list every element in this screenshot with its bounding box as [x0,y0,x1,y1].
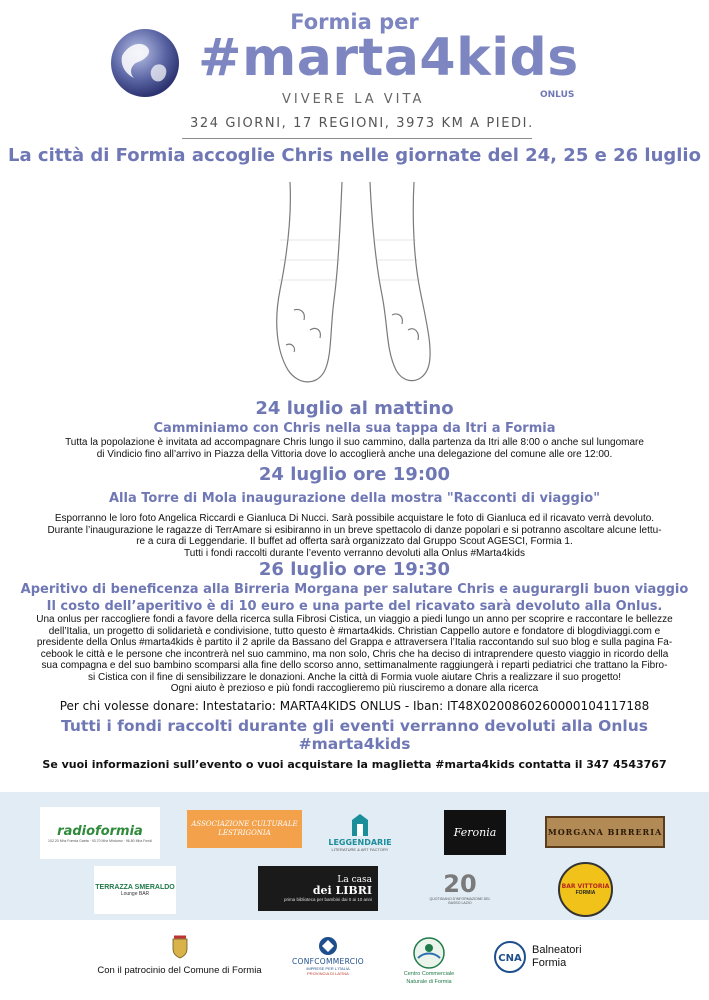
sponsor-subtitle: QUOTIDIANO D'INFORMAZIONE DEL BASSO LAZIO [429,897,491,905]
cna-logo-icon [493,940,527,974]
event-date: 26 luglio ore 19:30 [258,559,451,580]
confcommercio-emblem-icon [317,936,339,956]
sponsor-feronia-logo [444,810,506,855]
text-line: cebook le città e le persone che incontrerà nel suo cammino, ma non solo, Chris che ha deciso di intraprendere questo viaggio in ricordo della [40,648,669,660]
sponsor-name-line: ASSOCIAZIONE CULTURALE [191,820,298,828]
sponsor-name: Feronia [453,826,497,839]
patronage-name: CONFCOMMERCIO [292,957,364,966]
sponsor-name: BAR VITTORIA [561,883,610,890]
event-description [8,513,701,559]
event-date: 24 luglio ore 19:00 [258,464,451,485]
crest-icon [171,935,189,959]
sponsor-name-line: dei LIBRI [312,884,372,897]
text-line: re a cura di Leggendarie. Il buffet ad offerta sarà organizzato dal Gruppo Scout AGESCI, Formia 1. [136,536,573,547]
sponsor-associazione-logo [187,810,302,848]
patronage-cna [493,938,593,976]
journey-stats: 324 GIORNI, 17 REGIONI, 3973 KM A PIEDI. [190,116,534,131]
patronage-subtitle: IMPRESE PER L'ITALIA [306,966,350,971]
contact-info: Se vuoi informazioni sull’evento o vuoi acquistare la maglietta #marta4kids contatta il 347 4543767 [42,757,667,771]
patronage-subtitle: PROVINCIA DI LATINA [307,971,349,976]
sponsor-frequencies: 102.20 Mhz Formia Gaeta · 93.70 Mhz Minturno · 96.80 Mhz Fondi [48,838,152,843]
sponsor-name: radioformia [57,823,143,839]
sponsor-bar-vittoria-logo [558,862,613,917]
sponsor-name-line: La casa [337,875,372,885]
sponsor-name: MORGANA BIRRERIA [547,827,663,837]
text-line: dell’Italia, un progetto di solidarietà e condivisione, tutto questo è #marta4kids. Christian Cappello autore e fondatore di blogdiviaggi.com e [48,625,661,637]
patronage-label [532,944,582,970]
text-line: Durante l’inaugurazione le ragazze di TerrAmare si esibiranno in un breve spettacolo di danze popolari e si potranno ascoltare alcune lettu- [47,524,662,536]
event-description [8,614,701,695]
event-subtitle: Camminiamo con Chris nella sua tappa da Itri a Formia [153,421,556,436]
text-line: presidente della Onlus #marta4kids è partito il 2 aprile da Bassano del Grappa e attraversera l’Italia raccontando sul suo blog e sulla pagina Fa- [36,637,673,648]
header-divider [182,138,532,139]
funds-banner: Tutti i fondi raccolti durante gli eventi verranno devoluti alla Onlus #marta4kids [61,716,648,753]
sponsor-terrazza-logo [94,866,176,914]
patronage-confcommercio [287,936,369,986]
text-line: di Vindicio fino all’arrivo in Piazza della Vittoria dove lo accoglierà anche una delegazione del comune alle ore 12:00. [96,448,613,460]
sponsor-casa-dei-libri-logo [258,866,378,911]
sponsor-name: TERRAZZA SMERALDO [95,883,175,891]
patronage-label-line: Formia [532,957,567,969]
sponsor-leggendarie-logo [325,803,395,861]
patronage-label-line: Balneatori [532,944,582,956]
cna-mark: CNA [498,953,522,964]
patronage-centro-commerciale [397,936,461,994]
event-description [8,437,701,460]
sponsor-name-line: LESTRIGONIA [218,829,271,837]
brand-title: #marta4kids [198,28,579,88]
text-line: Tutta la popolazione è invitata ad accompagnare Chris lungo il suo cammino, dalla partenza da Itri alle 8:00 o anche sul lungomare [65,437,644,448]
onlus-mark: ONLUS [540,90,575,100]
sponsor-subtitle: FORMIA [575,890,596,896]
sponsor-subtitle: prima biblioteca per bambini dai 0 ai 10 anni [283,897,372,902]
globe-logo-icon [108,26,182,100]
patronage-label-line: Naturale di Formia [406,979,452,985]
centro-commerciale-emblem-icon [412,936,446,970]
text-line: sua compagna e del suo bambino scomparsi alla fine dello scorso anno, settimanalmente raggiungerà i reparti pediatrici che trattano la Fibro- [41,660,668,671]
sponsor-name: 20 [443,870,477,898]
event-date: 24 luglio al mattino [255,398,454,419]
text-line: Tutti i fondi raccolti durante l’evento verranno devoluti alla Onlus #Marta4kids [184,547,525,559]
feet-illustration-icon [250,180,460,395]
sponsor-subtitle: Lounge BAR [120,890,150,897]
event-subtitle: Aperitivo di beneficenza alla Birreria Morgana per salutare Chris e augurargli buon viaggio [20,582,689,597]
sponsor-name: LEGGENDARIE [328,838,392,847]
sponsor-radioformia-logo [40,807,160,859]
event-subtitle: Alla Torre di Mola inaugurazione della mostra "Racconti di viaggio" [108,491,601,506]
event-content [8,398,701,771]
patronage-label: Con il patrocinio del Comune di Formia [97,965,262,976]
text-line: Esporranno le loro foto Angelica Riccardi e Gianluca Di Nucci. Sarà possibile acquistare le foto di Gianluca ed il ricavato verrà devoluto. [54,513,655,524]
text-line: Una onlus per raccogliere fondi a favore della ricerca sulla Fibrosi Cistica, un viaggio a piedi lungo un anno per scoprire e raccontare le bellezze [36,614,673,625]
patronage-label-line: Centro Commerciale [403,971,455,977]
donation-info: Per chi volesse donare: Intestatario: MARTA4KIDS ONLUS - Iban: IT48X0200860260000104117188 [59,698,650,713]
sponsor-venti-logo [427,864,493,912]
tagline: VIVERE LA VITA [282,92,425,107]
sponsor-morgana-logo [545,816,665,848]
leggendarie-emblem-icon [349,812,371,838]
sponsor-subtitle: LITERATURE & ART FACTORY [331,847,389,852]
patronage-comune [92,935,267,985]
text-line: Ogni aiuto è prezioso e più fondi raccoglieremo più riusciremo a donare alla ricerca [170,683,539,694]
header-pretitle: Formia per [290,10,419,34]
city-headline: La città di Formia accoglie Chris nelle giornate del 24, 25 e 26 luglio [8,145,701,166]
text-line: si Cistica con il fine di sensibilizzare le donazioni. Anche la città di Formia vuole aiutare Chris a realizzare il suo progetto! [87,671,622,683]
event-price-note: Il costo dell’aperitivo è di 10 euro e una parte del ricavato sarà devoluto alla Onlus. [46,599,663,614]
